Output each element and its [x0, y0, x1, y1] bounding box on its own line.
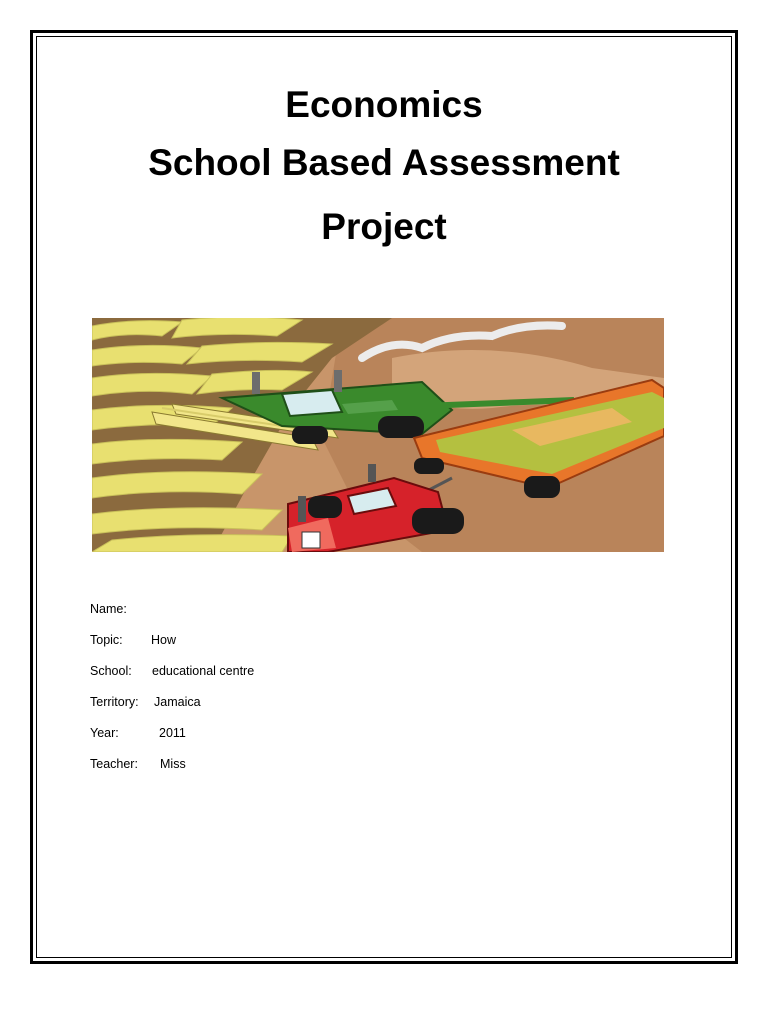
title-line-assessment: School Based Assessment — [148, 142, 620, 183]
field-value-teacher: Miss — [160, 757, 186, 771]
field-value-school: educational centre — [152, 664, 255, 678]
field-label-school: School: — [90, 664, 132, 678]
field-label-name: Name: — [90, 602, 127, 616]
title-line-subject: Economics — [285, 84, 483, 125]
field-value-territory: Jamaica — [154, 695, 201, 709]
student-info-fields — [90, 600, 254, 786]
field-row-territory — [90, 693, 254, 724]
farm-harvester-illustration — [92, 318, 664, 552]
field-value-topic: How — [151, 633, 177, 647]
field-row-name — [90, 600, 254, 631]
field-row-topic — [90, 631, 254, 662]
field-row-school — [90, 662, 254, 693]
field-label-year: Year: — [90, 726, 119, 740]
field-label-teacher: Teacher: — [90, 757, 138, 771]
field-value-year: 2011 — [159, 726, 186, 740]
field-row-year — [90, 724, 254, 755]
field-row-teacher — [90, 755, 254, 786]
field-label-topic: Topic: — [90, 633, 123, 647]
title-block — [0, 80, 768, 260]
title-line-project: Project — [321, 206, 447, 247]
field-label-territory: Territory: — [90, 695, 139, 709]
